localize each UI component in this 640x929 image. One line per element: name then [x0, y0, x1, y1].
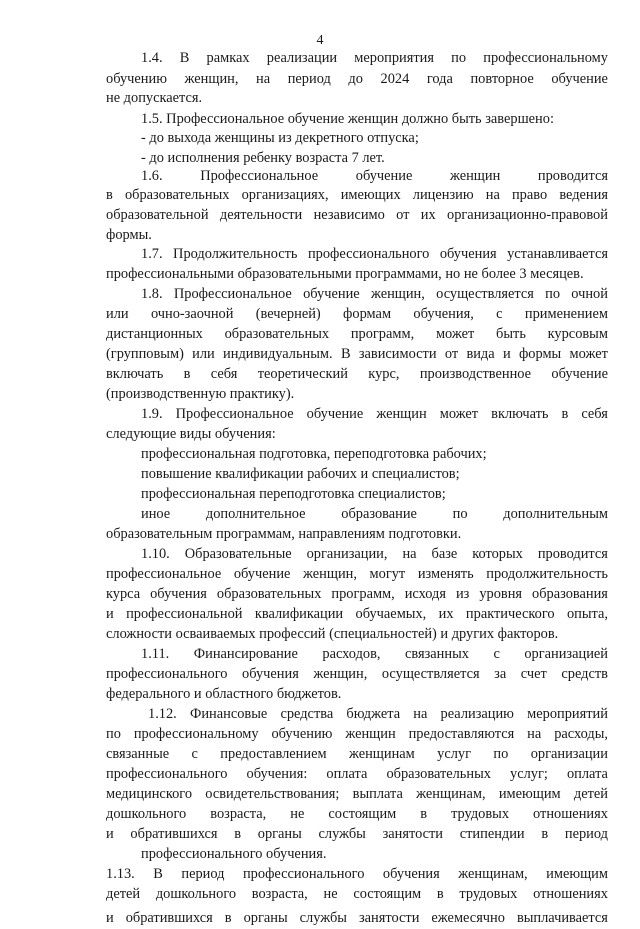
word: Профессиональное	[200, 168, 319, 184]
text-line	[141, 645, 608, 665]
text-line	[106, 765, 608, 785]
word: применением	[524, 306, 608, 322]
word: трудовых	[459, 886, 518, 902]
word: занятости	[382, 826, 444, 842]
word: образовательной	[106, 207, 209, 223]
word: 1.9.	[141, 406, 163, 422]
word: детей	[573, 786, 608, 802]
word: обучения:	[246, 766, 308, 782]
word: формам	[343, 306, 392, 322]
word: очной	[571, 286, 608, 302]
text-line	[106, 605, 608, 625]
word: лицензию	[412, 187, 474, 203]
word: обучение	[306, 406, 364, 422]
word: имеющим	[546, 866, 608, 882]
word: за	[494, 666, 507, 682]
word: на	[413, 706, 428, 722]
word: которых	[472, 546, 523, 562]
text-line	[106, 305, 608, 325]
word: квалификации	[254, 606, 344, 622]
text-line: не допускается.	[106, 90, 203, 106]
word: женщин,	[303, 566, 357, 582]
word: освидетельствования;	[205, 786, 340, 802]
word: в	[224, 910, 232, 926]
text-line	[106, 865, 608, 885]
text-line	[106, 665, 608, 685]
word: включать	[106, 366, 164, 382]
word: 2024	[380, 71, 410, 87]
word: образовательных	[386, 766, 491, 782]
word: изменять	[417, 566, 474, 582]
word: 1.11.	[141, 646, 170, 662]
word: в	[541, 826, 549, 842]
word: реализацию	[440, 706, 514, 722]
word: индивидуальным.	[223, 346, 333, 362]
word: обратившихся	[125, 910, 213, 926]
word: связанных	[405, 646, 469, 662]
text-line: профессиональная подготовка, переподготовка рабочих;	[141, 446, 487, 462]
word: отношениях	[533, 886, 608, 902]
word: предоставляются	[408, 726, 515, 742]
word: курс,	[368, 366, 400, 382]
word: от	[444, 346, 459, 362]
word: Профессиональное	[175, 406, 294, 422]
text-line	[106, 825, 608, 845]
word: теоретический	[257, 366, 348, 382]
word: повторное	[470, 71, 534, 87]
text-line	[141, 285, 608, 305]
word: женщин,	[313, 666, 368, 682]
word: обратившихся	[130, 826, 218, 842]
text-line	[106, 585, 608, 605]
word: выплачивается	[516, 910, 608, 926]
text-line	[141, 505, 608, 525]
word: женщин	[345, 726, 396, 742]
word: реализации	[266, 50, 338, 66]
text-line	[106, 70, 608, 90]
word: может	[435, 326, 475, 342]
word: женщин	[449, 168, 501, 184]
word: может	[569, 346, 608, 362]
word: в	[420, 806, 428, 822]
word: состоящим	[353, 886, 422, 902]
word: женщинам	[348, 746, 415, 762]
page-number: 4	[316, 33, 324, 48]
word: на	[527, 726, 542, 742]
word: курса	[106, 586, 141, 602]
text-line: следующие виды обучения:	[106, 426, 276, 442]
word: профессионального	[106, 666, 228, 682]
text-line	[106, 325, 608, 345]
text-line	[141, 405, 608, 425]
word: организациях,	[241, 187, 329, 203]
text-line	[148, 705, 608, 725]
word: обучение	[233, 566, 291, 582]
text-line: федерального и областного бюджетов.	[106, 686, 342, 702]
word: мероприятия	[354, 50, 434, 66]
word: независимо	[313, 207, 385, 223]
text-line: - до выхода женщины из декретного отпуска;	[141, 130, 419, 146]
word: или	[192, 346, 215, 362]
word: организации	[530, 746, 608, 762]
text-line	[106, 186, 608, 206]
word: оплата	[326, 766, 368, 782]
word: и	[106, 606, 114, 622]
word: осуществляется	[381, 666, 480, 682]
word: 1.10.	[141, 546, 170, 562]
word: обучения	[242, 666, 299, 682]
word: и	[106, 826, 114, 842]
word: женщин,	[184, 71, 239, 87]
word: услуг	[437, 746, 472, 762]
word: образовательных	[216, 586, 322, 602]
word: право	[511, 187, 548, 203]
word: дистанционных	[106, 326, 203, 342]
text-line: формы.	[106, 227, 152, 243]
word: образование	[341, 506, 417, 522]
word: возраста,	[251, 886, 308, 902]
word: рамках	[206, 50, 250, 66]
word: (групповым)	[106, 346, 184, 362]
word: обучению	[106, 71, 167, 87]
text-line: профессиональными образовательными программами, но не более 3 месяцев.	[106, 266, 584, 282]
word: средства	[280, 706, 334, 722]
word: обучения	[150, 586, 207, 602]
word: образовательных	[124, 187, 230, 203]
word: деятельности	[219, 207, 303, 223]
word: счет	[520, 666, 547, 682]
text-line: профессионального обучения.	[141, 846, 327, 862]
word: профессионального	[307, 246, 430, 262]
word: службы	[318, 826, 366, 842]
word: года	[426, 71, 453, 87]
word: себя	[210, 366, 238, 382]
word: обучение	[355, 168, 413, 184]
word: их	[438, 606, 454, 622]
text-line	[106, 805, 608, 825]
word: очно-заочной	[150, 306, 234, 322]
text-line	[141, 545, 608, 565]
word: в	[234, 826, 242, 842]
word: с	[493, 646, 500, 662]
word: в	[106, 187, 113, 203]
word: обучения,	[413, 306, 474, 322]
text-line: образовательным программам, направлениям подготовки.	[106, 526, 462, 542]
word: в	[183, 366, 191, 382]
word: профессиональному	[483, 50, 608, 66]
word: образовательных	[224, 326, 330, 342]
word: период	[287, 71, 331, 87]
word: организацией	[524, 646, 608, 662]
word: ведения	[559, 187, 608, 203]
word: дошкольного	[106, 806, 187, 822]
word: предоставлением	[220, 746, 327, 762]
word: женщин	[376, 406, 427, 422]
word: Продолжительность	[173, 246, 298, 262]
word: иное	[141, 506, 171, 522]
word: по	[545, 286, 561, 302]
word: занятости	[358, 910, 420, 926]
text-line	[141, 245, 608, 265]
word: зависимости	[358, 346, 437, 362]
text-line	[106, 206, 608, 226]
word: органы	[257, 826, 302, 842]
word: по	[106, 726, 121, 742]
word: курсовым	[547, 326, 608, 342]
text-line	[141, 49, 608, 69]
word: услуг;	[510, 766, 548, 782]
text-line: профессиональная переподготовка специалистов;	[141, 486, 446, 502]
word: базе	[431, 546, 458, 562]
word: программ,	[331, 586, 395, 602]
word: обучение	[551, 71, 608, 87]
word: программ,	[350, 326, 415, 342]
word: не	[323, 886, 338, 902]
word: детей	[106, 886, 141, 902]
word: В	[340, 346, 351, 362]
word: на	[485, 187, 500, 203]
word: имеющих	[340, 187, 401, 203]
word: трудовых	[451, 806, 510, 822]
word: дополнительным	[503, 506, 608, 522]
word: Финансовые	[189, 706, 268, 722]
word: (вечерней)	[255, 306, 321, 322]
word: службы	[299, 910, 347, 926]
word: период	[181, 866, 225, 882]
word: дошкольного	[155, 886, 237, 902]
text-line	[106, 725, 608, 745]
word: 1.8.	[141, 286, 163, 302]
word: практического	[465, 606, 555, 622]
word: возраста,	[210, 806, 267, 822]
word: отношениях	[533, 806, 608, 822]
word: включать	[491, 406, 549, 422]
word: с	[191, 746, 198, 762]
text-line	[106, 745, 608, 765]
word: оплата	[566, 766, 608, 782]
word: и	[106, 910, 114, 926]
word: обучение	[303, 286, 360, 302]
word: выплата	[352, 786, 403, 802]
word: бюджета	[346, 706, 401, 722]
word: организации,	[306, 546, 388, 562]
word: профессионального	[242, 866, 365, 882]
word: профессиональному	[133, 726, 259, 742]
word: по	[452, 506, 468, 522]
text-line	[106, 565, 608, 585]
word: обучения	[439, 246, 497, 262]
word: уровня	[479, 586, 523, 602]
word: быть	[496, 326, 526, 342]
word: организационно-правовой	[447, 207, 608, 223]
word: себя	[581, 406, 608, 422]
word: проводится	[537, 168, 608, 184]
word: имеющим	[498, 786, 561, 802]
text-line: 1.5. Профессиональное обучение женщин должно быть завершено:	[141, 111, 554, 127]
word: средств	[561, 666, 608, 682]
text-line	[106, 785, 608, 805]
word: исходя	[404, 586, 447, 602]
word: Финансирование	[193, 646, 298, 662]
word: женщинам,	[416, 786, 486, 802]
word: формы	[518, 346, 562, 362]
word: опыта,	[566, 606, 608, 622]
text-line: повышение квалификации рабочих и специалистов;	[141, 466, 460, 482]
word: 1.13.	[106, 866, 135, 882]
word: профессионального	[106, 766, 228, 782]
word: в	[436, 886, 444, 902]
word: на	[256, 71, 271, 87]
text-line	[106, 909, 608, 929]
word: не	[290, 806, 305, 822]
word: расходов,	[322, 646, 381, 662]
text-line	[106, 345, 608, 365]
word: стипендии	[459, 826, 525, 842]
word: обучение	[551, 366, 608, 382]
word: связанные	[106, 746, 170, 762]
word: из	[455, 586, 470, 602]
text-line	[106, 365, 608, 385]
word: профессиональное	[106, 566, 222, 582]
word: период	[564, 826, 608, 842]
word: осуществляется	[436, 286, 534, 302]
word: и	[502, 346, 511, 362]
word: женщинам,	[458, 866, 528, 882]
word: В	[153, 866, 163, 882]
word: мероприятий	[527, 706, 608, 722]
word: по	[493, 746, 509, 762]
word: расходы,	[554, 726, 608, 742]
word: устанавливается	[507, 246, 608, 262]
word: Профессиональное	[173, 286, 292, 302]
word: обучения	[382, 866, 440, 882]
word: их	[420, 207, 436, 223]
word: до	[348, 71, 363, 87]
word: на	[402, 546, 417, 562]
word: вида	[466, 346, 495, 362]
word: В	[179, 50, 190, 66]
word: 1.4.	[141, 50, 163, 66]
word: женщин,	[370, 286, 425, 302]
text-line: (производственную практику).	[106, 386, 295, 402]
word: обучению	[271, 726, 333, 742]
word: обучаемых,	[355, 606, 427, 622]
word: по	[451, 50, 467, 66]
word: 1.7.	[141, 246, 163, 262]
word: или	[106, 306, 129, 322]
word: образования	[532, 586, 608, 602]
text-line	[106, 885, 608, 905]
word: Образовательные	[184, 546, 292, 562]
word: дополнительное	[205, 506, 306, 522]
word: 1.6.	[141, 168, 163, 184]
word: от	[396, 207, 410, 223]
text-line: - до исполнения ребенку возраста 7 лет.	[141, 150, 385, 166]
text-line: сложности осваиваемых профессий (специальностей) и других факторов.	[106, 626, 559, 642]
word: производственное	[419, 366, 532, 382]
word: могут	[369, 566, 406, 582]
word: 1.12.	[148, 706, 177, 722]
word: профессиональной	[126, 606, 243, 622]
word: проводится	[537, 546, 608, 562]
word: может	[439, 406, 479, 422]
word: состоящим	[328, 806, 397, 822]
word: ежемесячно	[431, 910, 505, 926]
text-line	[141, 167, 608, 187]
word: с	[496, 306, 503, 322]
word: органы	[243, 910, 288, 926]
word: медицинского	[106, 786, 193, 802]
word: продолжительность	[486, 566, 608, 582]
word: в	[561, 406, 569, 422]
